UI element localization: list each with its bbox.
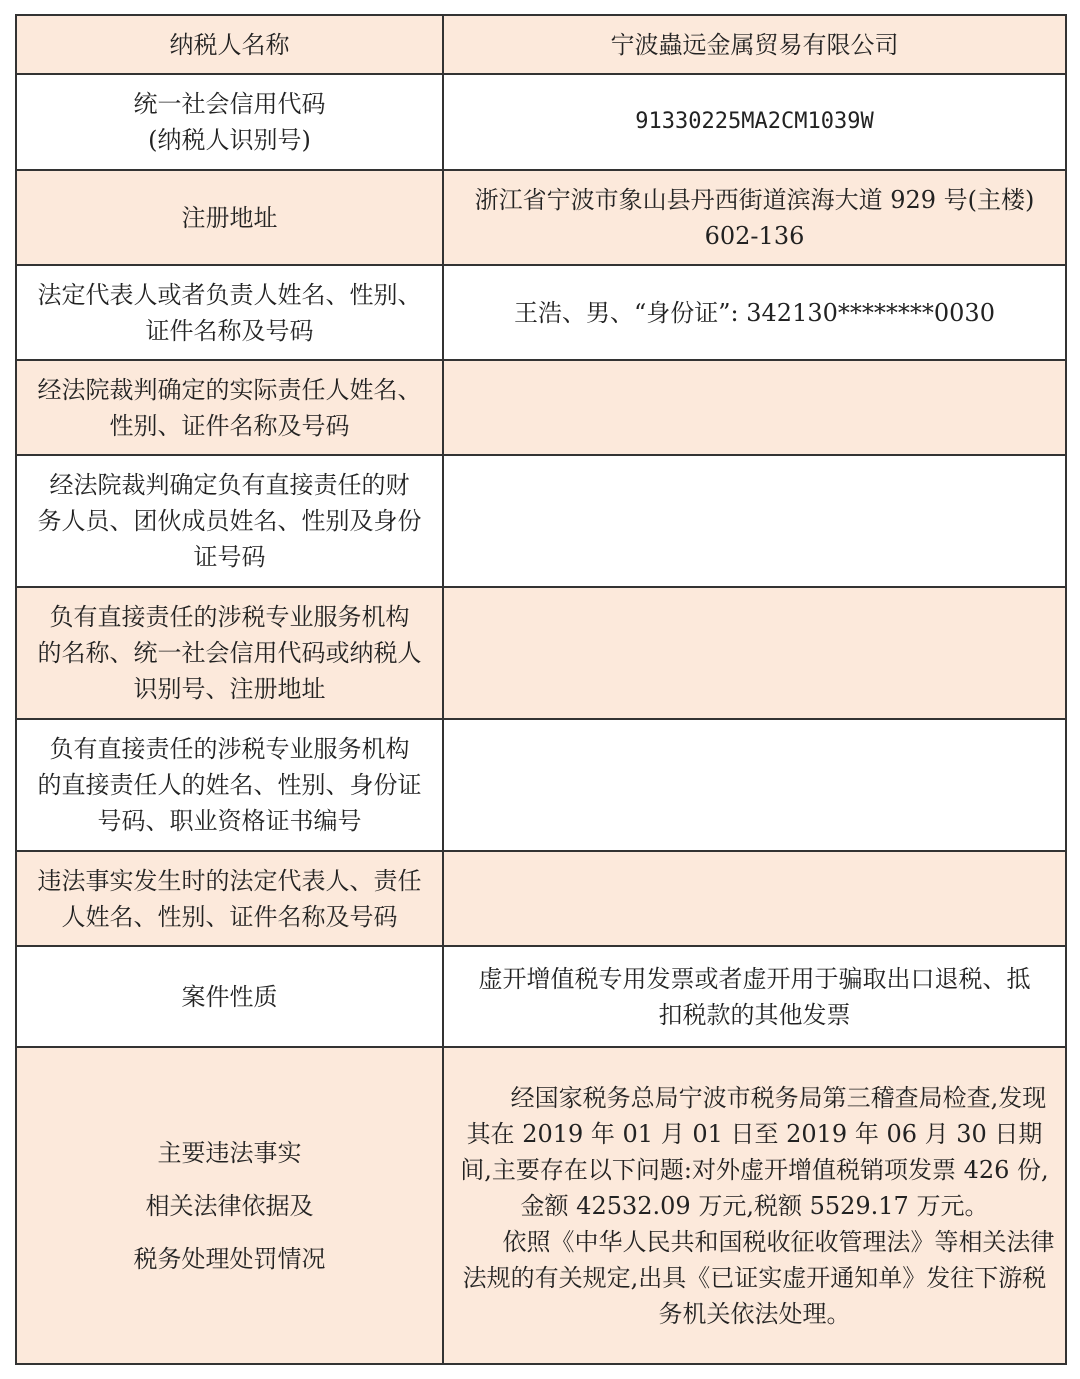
label-line: 纳税人名称 bbox=[169, 30, 290, 59]
row-main-facts bbox=[16, 1047, 1066, 1364]
value-line: 浙江省宁波市象山县丹西街道滨海大道 929 号(主楼) bbox=[474, 185, 1035, 214]
value-cell bbox=[443, 587, 1066, 719]
label-line: 的直接责任人的姓名、性别、身份证 bbox=[37, 771, 422, 799]
taxpayer-info-table bbox=[15, 14, 1067, 1365]
label-cell bbox=[16, 265, 443, 360]
row-registered-address bbox=[16, 170, 1066, 265]
label-cell bbox=[16, 851, 443, 946]
row-legal-representative bbox=[16, 265, 1066, 360]
facts-label-line: 税务处理处罚情况 bbox=[133, 1244, 326, 1273]
label-line: 法定代表人或者负责人姓名、性别、 bbox=[37, 280, 422, 309]
value-line: 扣税款的其他发票 bbox=[658, 1000, 851, 1029]
label-line: 的名称、统一社会信用代码或纳税人 bbox=[37, 639, 422, 667]
value-cell bbox=[443, 74, 1066, 170]
label-line: 违法事实发生时的法定代表人、责任 bbox=[37, 866, 422, 895]
label-line: (纳税人识别号) bbox=[148, 126, 311, 154]
label-cell bbox=[16, 946, 443, 1047]
label-line: 经法院裁判确定负有直接责任的财 bbox=[49, 471, 410, 499]
label-line: 负有直接责任的涉税专业服务机构 bbox=[49, 735, 410, 763]
value-cell bbox=[443, 15, 1066, 74]
label-cell bbox=[16, 360, 443, 455]
value-cell bbox=[443, 946, 1066, 1047]
value-cell bbox=[443, 170, 1066, 265]
label-line: 务人员、团伙成员姓名、性别及身份 bbox=[37, 507, 422, 535]
label-line: 案件性质 bbox=[181, 982, 278, 1011]
label-cell bbox=[16, 170, 443, 265]
row-agency-responsible-person bbox=[16, 719, 1066, 851]
value-cell bbox=[443, 455, 1066, 587]
value-line: 宁波蟲远金属贸易有限公司 bbox=[610, 30, 899, 59]
label-line: 证件名称及号码 bbox=[145, 316, 314, 345]
row-credit-code bbox=[16, 74, 1066, 170]
label-line: 证号码 bbox=[193, 543, 266, 571]
facts-paragraph: 依照《中华人民共和国税收征收管理法》等相关法律法规的有关规定,出具《已证实虚开通知单》发往下游税务机关依法处理。 bbox=[462, 1227, 1055, 1328]
row-finance-staff bbox=[16, 455, 1066, 587]
row-actual-responsible-person bbox=[16, 360, 1066, 455]
label-line: 人姓名、性别、证件名称及号码 bbox=[61, 902, 398, 931]
label-line: 号码、职业资格证书编号 bbox=[97, 807, 362, 835]
row-case-nature bbox=[16, 946, 1066, 1047]
table-body bbox=[16, 15, 1066, 1364]
label-line: 识别号、注册地址 bbox=[133, 675, 326, 703]
row-representative-at-violation bbox=[16, 851, 1066, 946]
value-cell bbox=[443, 265, 1066, 360]
label-line: 注册地址 bbox=[181, 203, 278, 232]
value-line: 91330225MA2CM1039W bbox=[635, 109, 874, 134]
facts-label-line: 相关法律依据及 bbox=[145, 1191, 314, 1220]
facts-label-line: 主要违法事实 bbox=[157, 1138, 302, 1167]
value-line: 虚开增值税专用发票或者虚开用于骗取出口退税、抵 bbox=[478, 964, 1031, 993]
value-line: 王浩、男、“身份证”: 342130********0030 bbox=[514, 298, 995, 327]
label-line: 统一社会信用代码 bbox=[133, 90, 326, 118]
label-cell bbox=[16, 455, 443, 587]
label-line: 负有直接责任的涉税专业服务机构 bbox=[49, 603, 410, 631]
row-taxpayer-name bbox=[16, 15, 1066, 74]
label-cell bbox=[16, 719, 443, 851]
label-cell bbox=[16, 74, 443, 170]
facts-paragraph: 经国家税务总局宁波市税务局第三稽查局检查,发现其在 2019 年 01 月 01 日至 2019 年 06 月 30 日期间,主要存在以下问题:对外虚开增值税销项发票 426 份,金额 42532.09 万元,税额 5529.17 万元。 bbox=[460, 1083, 1049, 1220]
label-line: 性别、证件名称及号码 bbox=[109, 411, 350, 440]
facts-value-cell bbox=[443, 1047, 1066, 1364]
value-line: 602-136 bbox=[704, 221, 805, 250]
row-service-agency bbox=[16, 587, 1066, 719]
facts-label-cell bbox=[16, 1047, 443, 1364]
value-cell bbox=[443, 360, 1066, 455]
label-cell bbox=[16, 587, 443, 719]
value-cell bbox=[443, 851, 1066, 946]
label-cell bbox=[16, 15, 443, 74]
value-cell bbox=[443, 719, 1066, 851]
label-line: 经法院裁判确定的实际责任人姓名、 bbox=[37, 375, 422, 404]
